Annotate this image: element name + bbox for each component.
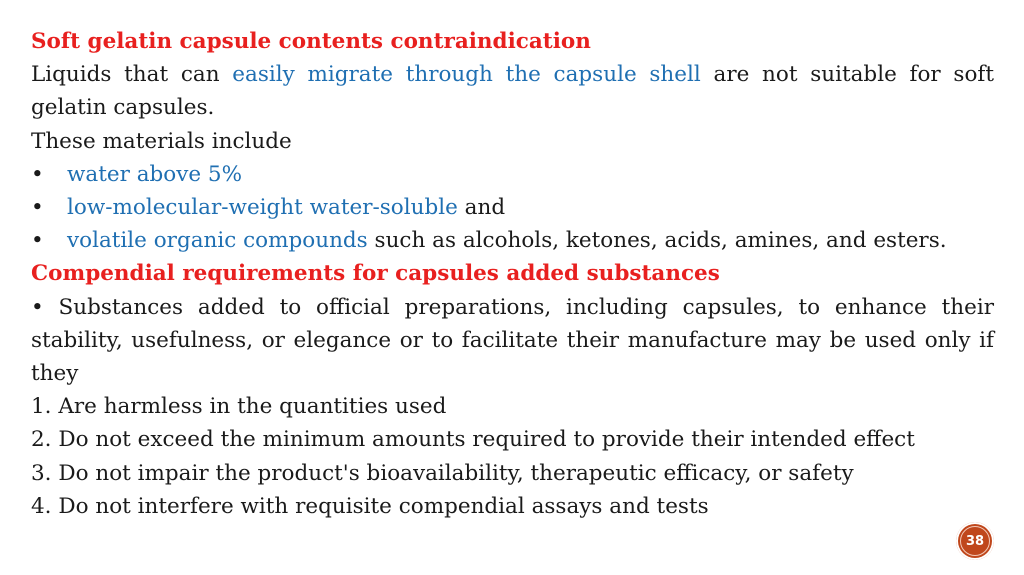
bullet-highlight: water above 5% <box>67 161 243 187</box>
materials-intro: These materials include <box>31 128 292 154</box>
bullet-marker: • <box>31 195 44 221</box>
bullet-highlight: volatile organic compounds <box>67 228 368 254</box>
intro-highlight: easily migrate through the capsule shell <box>232 62 701 88</box>
bullet-rest: such as alcohols, ketones, acids, amines, and esters. <box>367 228 947 254</box>
intro-paragraph <box>31 58 994 124</box>
intro-text-before: Liquids that can <box>31 62 233 88</box>
bullet-marker: • <box>31 228 44 254</box>
compendial-heading: Compendial requirements for capsules added substances <box>31 261 720 287</box>
bullet-text <box>67 224 947 257</box>
requirement-item-2: 2. Do not exceed the minimum amounts required to provide their intended effect <box>31 427 915 453</box>
bullet-marker: • <box>31 161 44 187</box>
requirement-paragraph: • Substances added to official preparations, including capsules, to enhance their stability, usefulness, or elegance or to facilitate their manufacture may be used only if they <box>31 294 994 387</box>
requirement-item-1: 1. Are harmless in the quantities used <box>31 394 447 420</box>
bullet-highlight: low-molecular-weight water-soluble <box>67 195 458 221</box>
page-number: 38 <box>965 533 985 549</box>
bullet-text <box>67 191 505 224</box>
bullet-rest: and <box>457 195 506 221</box>
bullet-text <box>67 158 242 191</box>
bullet-item-water <box>31 158 994 191</box>
requirement-item-4: 4. Do not interfere with requisite compendial assays and tests <box>31 493 709 519</box>
bullet-item-water-soluble <box>31 191 994 224</box>
bullet-item-volatile <box>31 224 994 257</box>
intro-text-after: are not suitable for soft gelatin capsules. <box>31 62 995 121</box>
contraindication-heading: Soft gelatin capsule contents contraindication <box>31 29 591 54</box>
slide-content <box>31 25 994 523</box>
page-number-badge <box>956 522 994 560</box>
requirement-item-3: 3. Do not impair the product's bioavailability, therapeutic efficacy, or safety <box>31 460 854 486</box>
